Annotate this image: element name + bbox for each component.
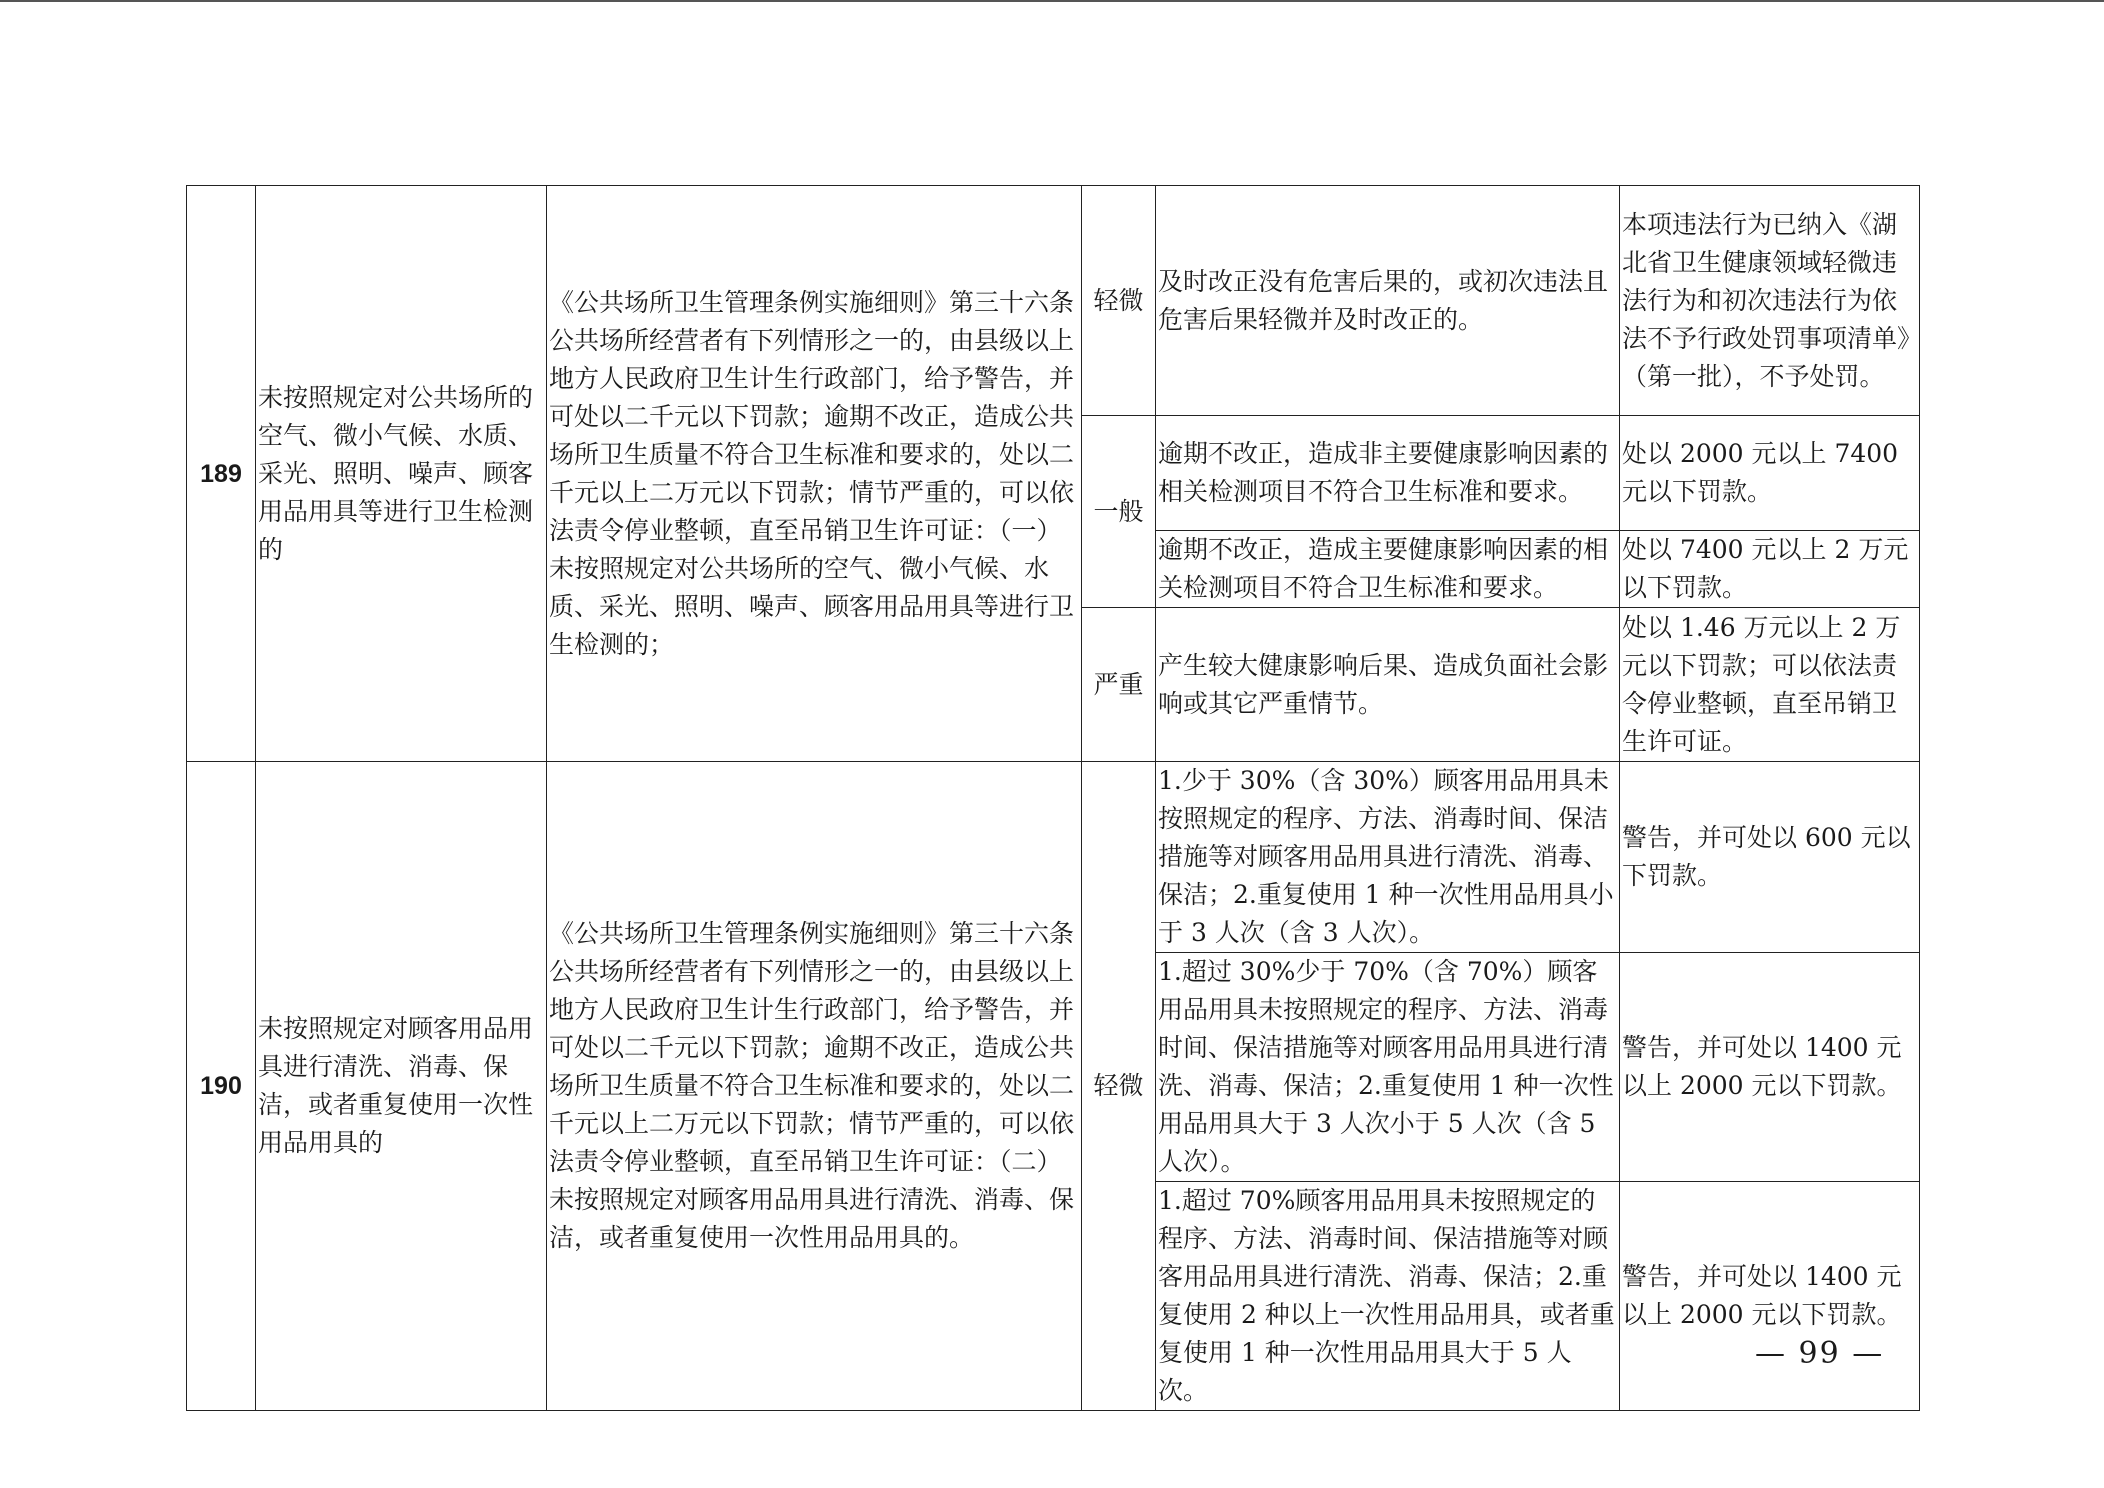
violation-condition: 1.少于 30%（含 30%）顾客用品用具未按照规定的程序、方法、消毒时间、保洁措施等对顾客用品用具进行清洗、消毒、保洁；2.重复使用 1 种一次性用品用具小于 3 人次（含 3 人次）。 xyxy=(1156,762,1620,953)
top-border-line xyxy=(0,0,2104,2)
severity-level: 轻微 xyxy=(1082,762,1156,1411)
violation-condition: 逾期不改正，造成非主要健康影响因素的相关检测项目不符合卫生标准和要求。 xyxy=(1156,416,1620,531)
violation-condition: 逾期不改正，造成主要健康影响因素的相关检测项目不符合卫生标准和要求。 xyxy=(1156,531,1620,608)
page-number: — 99 — xyxy=(1755,1336,1885,1371)
penalty-standard: 警告，并可处以 1400 元以上 2000 元以下罚款。 xyxy=(1620,1182,1920,1411)
table-row-190 xyxy=(187,762,1920,953)
penalty-standard: 处以 1.46 万元以上 2 万元以下罚款；可以依法责令停业整顿，直至吊销卫生许可证。 xyxy=(1620,608,1920,762)
penalty-discretion-table xyxy=(186,185,1920,1411)
violation-condition: 1.超过 30%少于 70%（含 70%）顾客用品用具未按照规定的程序、方法、消毒时间、保洁措施等对顾客用品用具进行清洗、消毒、保洁；2.重复使用 1 种一次性用品用具大于 3 人次小于 5 人次（含 5 人次）。 xyxy=(1156,953,1620,1182)
penalty-standard: 本项违法行为已纳入《湖北省卫生健康领域轻微违法行为和初次违法行为依法不予行政处罚事项清单》（第一批），不予处罚。 xyxy=(1620,186,1920,416)
penalty-standard: 处以 7400 元以上 2 万元以下罚款。 xyxy=(1620,531,1920,608)
severity-level: 轻微 xyxy=(1082,186,1156,416)
violation-condition: 1.超过 70%顾客用品用具未按照规定的程序、方法、消毒时间、保洁措施等对顾客用品用具进行清洗、消毒、保洁；2.重复使用 2 种以上一次性用品用具，或者重复使用 1 种一次性用品用具大于 5 人次。 xyxy=(1156,1182,1620,1411)
violation-description: 未按照规定对顾客用品用具进行清洗、消毒、保洁，或者重复使用一次性用品用具的 xyxy=(256,762,547,1411)
penalty-standard: 警告，并可处以 1400 元以上 2000 元以下罚款。 xyxy=(1620,953,1920,1182)
violation-description: 未按照规定对公共场所的空气、微小气候、水质、采光、照明、噪声、顾客用品用具等进行卫生检测的 xyxy=(256,186,547,762)
table-row-189 xyxy=(187,186,1920,416)
severity-level: 严重 xyxy=(1082,608,1156,762)
item-number: 189 xyxy=(187,186,256,762)
legal-basis: 《公共场所卫生管理条例实施细则》第三十六条 公共场所经营者有下列情形之一的，由县级以上地方人民政府卫生计生行政部门，给予警告，并可处以二千元以下罚款；逾期不改正，造成公共场所卫生质量不符合卫生标准和要求的，处以二千元以上二万元以下罚款；情节严重的，可以依法责令停业整顿，直至吊销卫生许可证：（一）未按照规定对公共场所的空气、微小气候、水质、采光、照明、噪声、顾客用品用具等进行卫生检测的； xyxy=(547,186,1082,762)
penalty-standard: 处以 2000 元以上 7400 元以下罚款。 xyxy=(1620,416,1920,531)
severity-level: 一般 xyxy=(1082,416,1156,608)
violation-condition: 产生较大健康影响后果、造成负面社会影响或其它严重情节。 xyxy=(1156,608,1620,762)
violation-condition: 及时改正没有危害后果的，或初次违法且危害后果轻微并及时改正的。 xyxy=(1156,186,1620,416)
penalty-standard: 警告，并可处以 600 元以下罚款。 xyxy=(1620,762,1920,953)
legal-basis: 《公共场所卫生管理条例实施细则》第三十六条 公共场所经营者有下列情形之一的，由县级以上地方人民政府卫生计生行政部门，给予警告，并可处以二千元以下罚款；逾期不改正，造成公共场所卫生质量不符合卫生标准和要求的，处以二千元以上二万元以下罚款；情节严重的，可以依法责令停业整顿，直至吊销卫生许可证：（二）未按照规定对顾客用品用具进行清洗、消毒、保洁，或者重复使用一次性用品用具的。 xyxy=(547,762,1082,1411)
item-number: 190 xyxy=(187,762,256,1411)
